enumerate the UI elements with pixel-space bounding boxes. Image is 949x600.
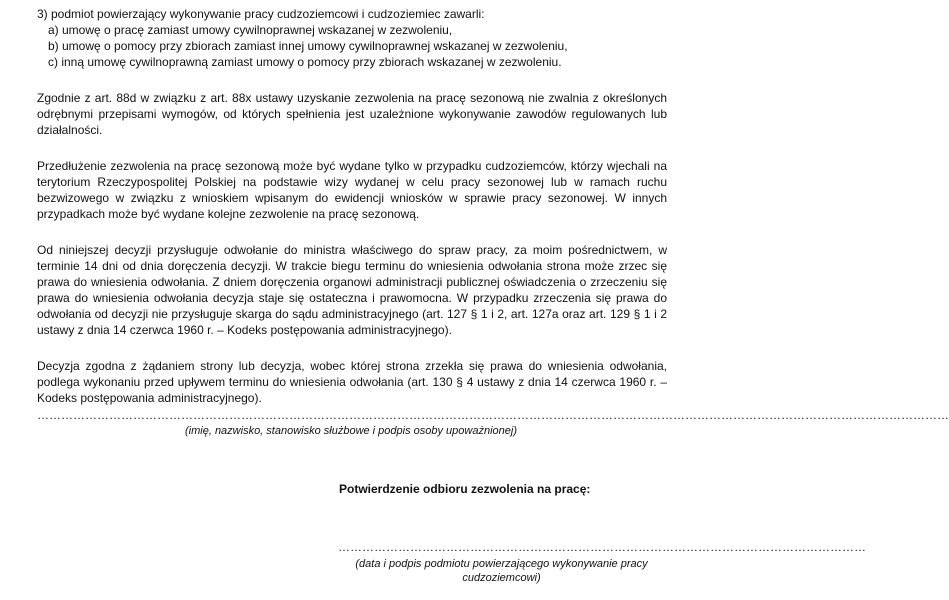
paragraph-permit-extension: Przedłużenie zezwolenia na pracę sezonową może być wydane tylko w przypadku cudzoziemców, którzy wjechali na terytorium Rzeczypospolitej Polskiej na podstawie wizy wydanej w celu pracy sezonowej lub w ramach ruchu bezwizowego w związku z wnioskiem wpisanym do ewidencji wniosków w sprawie pracy sezonowej. W innych przypadkach może być wydane kolejne zezwolenie na pracę sezonową. [37,159,667,221]
paragraph-regulated-professions: Zgodnie z art. 88d w związku z art. 88x ustawy uzyskanie zezwolenia na pracę sezonową nie zwalnia z określonych odrębnymi przepisami wymogów, od których spełnienia jest uzależnione wykonywanie zawodów regulowanych lub działalności. [37,91,667,137]
signature-line: ………………………………………………………………………………………………………………………………………………………………………………………………………… [37,408,949,422]
paragraph-appeal: Od niniejszej decyzji przysługuje odwołanie do ministra właściwego do spraw pracy, za moim pośrednictwem, w terminie 14 dni od dnia doręczenia decyzji. W trakcie biegu terminu do wniesienia odwołania strona może zrzec się prawa do wniesienia odwołania. Z dniem doręczenia organowi administracji publicznej oświadczenia o zrzeczeniu się prawa do wniesienia odwołania decyzja staje się ostateczna i prawomocna. W przypadku zrzeczenia się prawa do odwołania od decyzji nie przysługuje skarga do sądu administracyjnego (art. 127 § 1 i 2, art. 127a oraz art. 129 § 1 i 2 ustawy z dnia 14 czerwca 1960 r. – Kodeks postępowania administracyjnego). [37,243,667,337]
confirmation-caption [338,557,665,585]
point-3-intro: 3) podmiot powierzający wykonywanie pracy cudzoziemcowi i cudzoziemiec zawarli: [37,7,485,21]
confirmation-signature-line: …………………………………………………………………………………………………………………… [338,540,866,554]
point-3-item-b: b) umowę o pomocy przy zbiorach zamiast innej umowy cywilnoprawnej wskazanej w zezwoleniu, [48,39,568,53]
confirmation-title: Potwierdzenie odbioru zezwolenia na pracę: [339,482,591,496]
point-3-item-a: a) umowę o pracę zamiast umowy cywilnoprawnej wskazanej w zezwoleniu, [48,23,453,37]
paragraph-execution: Decyzja zgodna z żądaniem strony lub decyzja, wobec której strona zrzekła się prawa do wniesienia odwołania, podlega wykonaniu przed upływem terminu do wniesienia odwołania (art. 130 § 4 ustawy z dnia 14 czerwca 1960 r. – Kodeks postępowania administracyjnego). [37,359,667,405]
confirmation-caption-line-2: cudzoziemcowi) [462,572,541,584]
point-3-item-c: c) inną umowę cywilnoprawną zamiast umowy o pomocy przy zbiorach wskazanej w zezwoleniu. [48,55,562,69]
document-body [37,6,667,406]
confirmation-caption-line-1: (data i podpis podmiotu powierzającego wykonywanie pracy [355,558,648,570]
signature-caption: (imię, nazwisko, stanowisko służbowe i podpis osoby upoważnionej) [185,425,517,437]
